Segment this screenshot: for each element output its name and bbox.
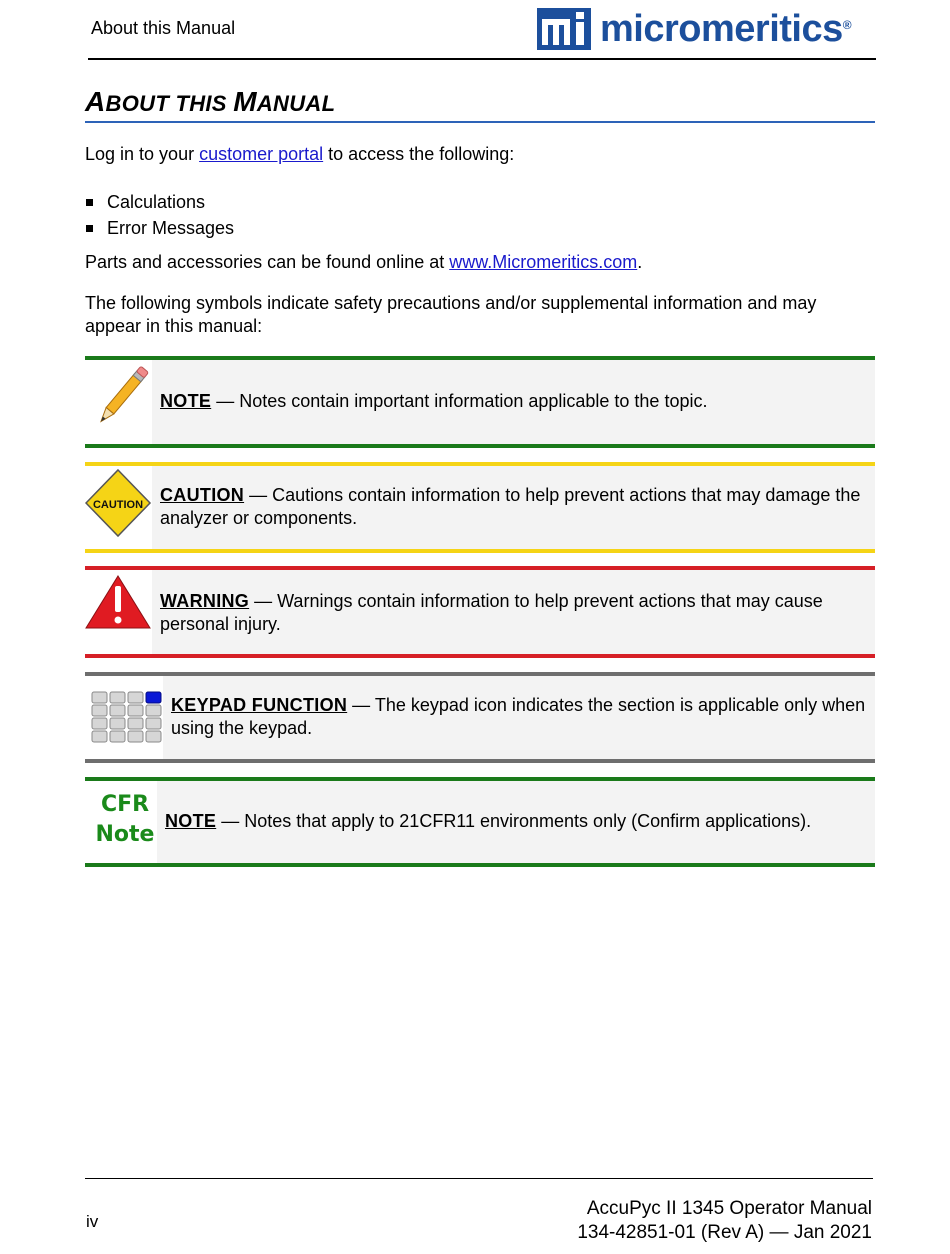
pencil-icon [85,360,152,444]
caution-callout: CAUTION CAUTION — Cautions contain information to help prevent actions that may damage the analyzer or components. [85,462,875,553]
footer-document-number: 134-42851-01 (Rev A) — Jan 2021 [577,1222,872,1243]
page-title: ABOUT THIS MANUAL [85,86,336,117]
mi-logo-icon [537,8,591,50]
parts-paragraph: Parts and accessories can be found online at www.Micromeritics.com. [85,252,643,272]
warning-callout: WARNING — Warnings contain information to help prevent actions that may cause personal injury. [85,566,875,658]
caution-sign-icon [85,466,152,549]
svg-text:CAUTION: CAUTION [92,499,144,511]
title-rule [85,121,875,123]
cfr-note-callout: CFR Note NOTE — Notes that apply to 21CFR11 environments only (Confirm applications). [85,777,875,867]
micromeritics-logo [537,7,851,51]
intro-paragraph: Log in to your customer portal to access the following: [85,144,515,164]
warning-label: WARNING [160,591,250,611]
micromeritics-website-link[interactable]: www.Micromeritics.com [449,252,638,272]
list-item: Error Messages [86,218,234,239]
symbols-intro-paragraph: The following symbols indicate safety precautions and/or supplemental information and may appear in this manual: [85,293,817,336]
page-number: iv [86,1212,99,1231]
warning-triangle-icon [85,570,152,654]
keypad-callout: KEYPAD FUNCTION — The keypad icon indicates the section is applicable only when using the keypad. [85,672,875,763]
footer-rule [85,1178,873,1179]
note-label: NOTE [160,391,212,411]
running-header: About this Manual [91,18,236,38]
header-rule [88,58,876,60]
cfr-note-label: NOTE [165,811,217,831]
note-callout: NOTE — Notes contain important information applicable to the topic. [85,356,875,448]
svg-text:Note: Note [95,822,155,847]
caution-label: CAUTION [160,485,245,505]
cfr-note-icon [85,781,157,863]
list-item: Calculations [86,192,205,213]
footer-product-title: AccuPyc II 1345 Operator Manual [586,1198,872,1219]
svg-text:CFR: CFR [100,792,150,817]
keypad-function-label: KEYPAD FUNCTION [171,695,348,715]
keypad-icon [85,676,163,759]
customer-portal-link[interactable]: customer portal [199,144,324,164]
logo-wordmark: micromeritics® [600,8,852,50]
